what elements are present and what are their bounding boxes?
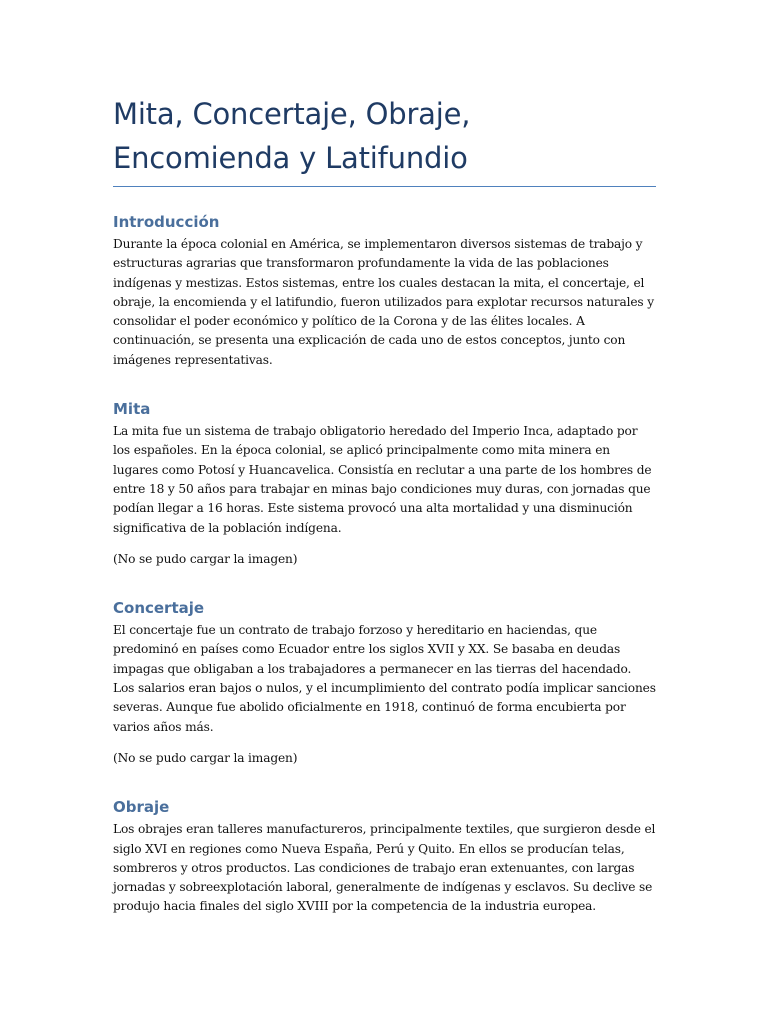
section-concertaje (113, 598, 656, 768)
section-paragraph: La mita fue un sistema de trabajo obligatorio heredado del Imperio Inca, adaptado por los españoles. En la época colonial, se aplicó principalmente como mita minera en lugares como Potosí y Huancavelica. Consistía en reclutar a una parte de los hombres de entre 18 y 50 años para trabajar en minas bajo condiciones muy duras, con jornadas que podían llegar a 16 horas. Este sistema provocó una alta mortalidad y una disminución significativa de la población indígena. (113, 424, 652, 535)
section-paragraph: Durante la época colonial en América, se implementaron diversos sistemas de trabajo y estructuras agrarias que transformaron profundamente la vida de las poblaciones indígenas y mestizas. Estos sistemas, entre los cuales destacan la mita, el concertaje, el obraje, la encomienda y el latifundio, fueron utilizados para explotar recursos naturales y consolidar el poder económico y político de la Corona y de las élites locales. A continuación, se presenta una explicación de cada uno de estos conceptos, junto con imágenes representativas. (113, 237, 654, 367)
section-heading: Mita (113, 400, 151, 419)
section-paragraph: Los obrajes eran talleres manufactureros, principalmente textiles, que surgieron desde el siglo XVI en regiones como Nueva España, Perú y Quito. En ellos se producían telas, sombreros y otros productos. Las condiciones de trabajo eran extenuantes, con largas jornadas y sobreexplotación laboral, generalmente de indígenas y esclavos. Su declive se produjo hacia finales del siglo XVIII por la competencia de la industria europea. (113, 822, 656, 914)
section-mita (113, 399, 656, 569)
section-paragraph: El concertaje fue un contrato de trabajo forzoso y hereditario en haciendas, que predominó en países como Ecuador entre los siglos XVII y XX. Se basaba en deudas impagas que obligaban a los trabajadores a permanecer en las tierras del hacendado. Los salarios eran bajos o nulos, y el incumplimiento del contrato podía implicar sanciones severas. Aunque fue abolido oficialmente en 1918, continuó de forma encubierta por varios años más. (113, 623, 656, 734)
document-page (113, 92, 656, 917)
section-heading: Obraje (113, 798, 170, 817)
image-placeholder-note: (No se pudo cargar la imagen) (113, 551, 298, 566)
section-heading: Concertaje (113, 599, 205, 618)
section-heading: Introducción (113, 213, 220, 231)
document-title: Mita, Concertaje, Obraje, Encomienda y Latifundio (113, 92, 656, 187)
section-obraje (113, 797, 656, 916)
image-placeholder-note: (No se pudo cargar la imagen) (113, 750, 298, 765)
section-introduccion (113, 212, 656, 370)
